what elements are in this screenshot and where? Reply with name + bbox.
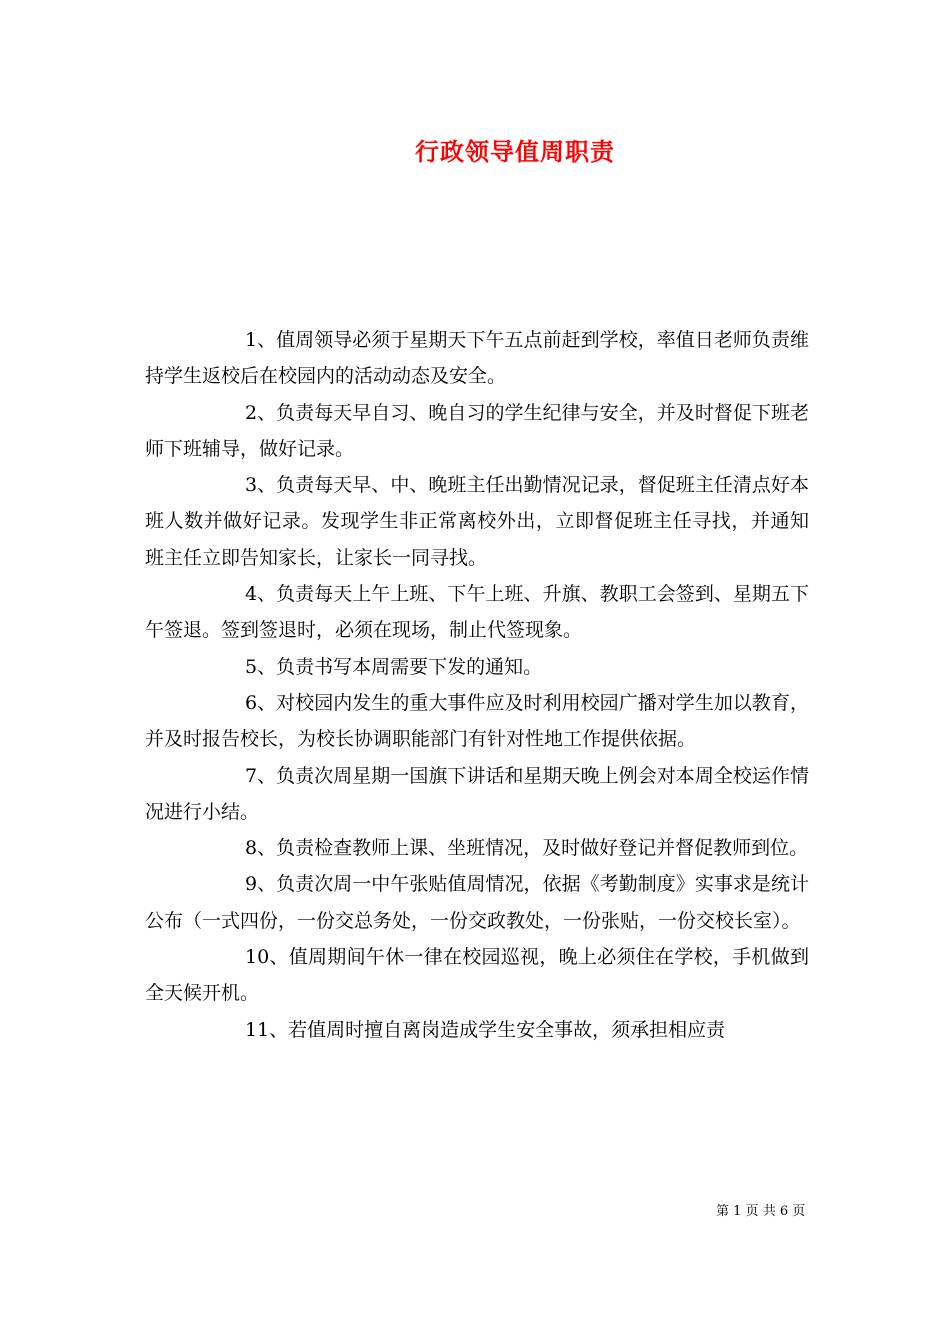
page-footer <box>716 1203 816 1221</box>
paragraph-6: 6、对校园内发生的重大事件应及时利用校园广播对学生加以教育，并及时报告校长，为校长协调职能部门有针对性地工作提供依据。 <box>145 691 809 751</box>
footer-total-pages: 6 <box>779 1204 789 1219</box>
paragraph-1: 1、值周领导必须于星期天下午五点前赶到学校，率值日老师负责维持学生返校后在校园内的活动动态及安全。 <box>145 329 809 388</box>
paragraph-5: 5、负责书写本周需要下发的通知。 <box>245 655 543 678</box>
footer-suffix: 页 <box>792 1204 806 1219</box>
document-body <box>145 322 809 1048</box>
paragraph-8: 8、负责检查教师上课、坐班情况，及时做好登记并督促教师到位。 <box>245 837 809 860</box>
paragraph-4: 4、负责每天上午上班、下午上班、升旗、教职工会签到、星期五下午签退。签到签退时，必须在现场，制止代签现象。 <box>145 583 809 642</box>
footer-middle: 页 共 <box>745 1204 776 1219</box>
paragraph-10: 10、值周期间午休一律在校园巡视，晚上必须住在学校，手机做到全天候开机。 <box>145 946 809 1005</box>
paragraph-2: 2、负责每天早自习、晚自习的学生纪律与安全，并及时督促下班老师下班辅导，做好记录。 <box>145 401 809 460</box>
paragraph-9: 9、负责次周一中午张贴值周情况，依据《考勤制度》实事求是统计公布（一式四份，一份交总务处，一份交政教处，一份张贴，一份交校长室）。 <box>145 873 809 932</box>
footer-page-number: 1 <box>733 1204 742 1219</box>
document-title: 行政领导值周职责 <box>415 137 615 166</box>
footer-prefix: 第 <box>716 1204 730 1219</box>
paragraph-11: 11、若值周时擅自离岗造成学生安全事故，须承担相应责 <box>245 1018 726 1041</box>
paragraph-3: 3、负责每天早、中、晚班主任出勤情况记录，督促班主任清点好本班人数并做好记录。发现学生非正常离校外出，立即督促班主任寻找，并通知班主任立即告知家长，让家长一同寻找。 <box>145 474 809 569</box>
paragraph-7: 7、负责次周星期一国旗下讲话和星期天晚上例会对本周全校运作情况进行小结。 <box>145 764 809 823</box>
